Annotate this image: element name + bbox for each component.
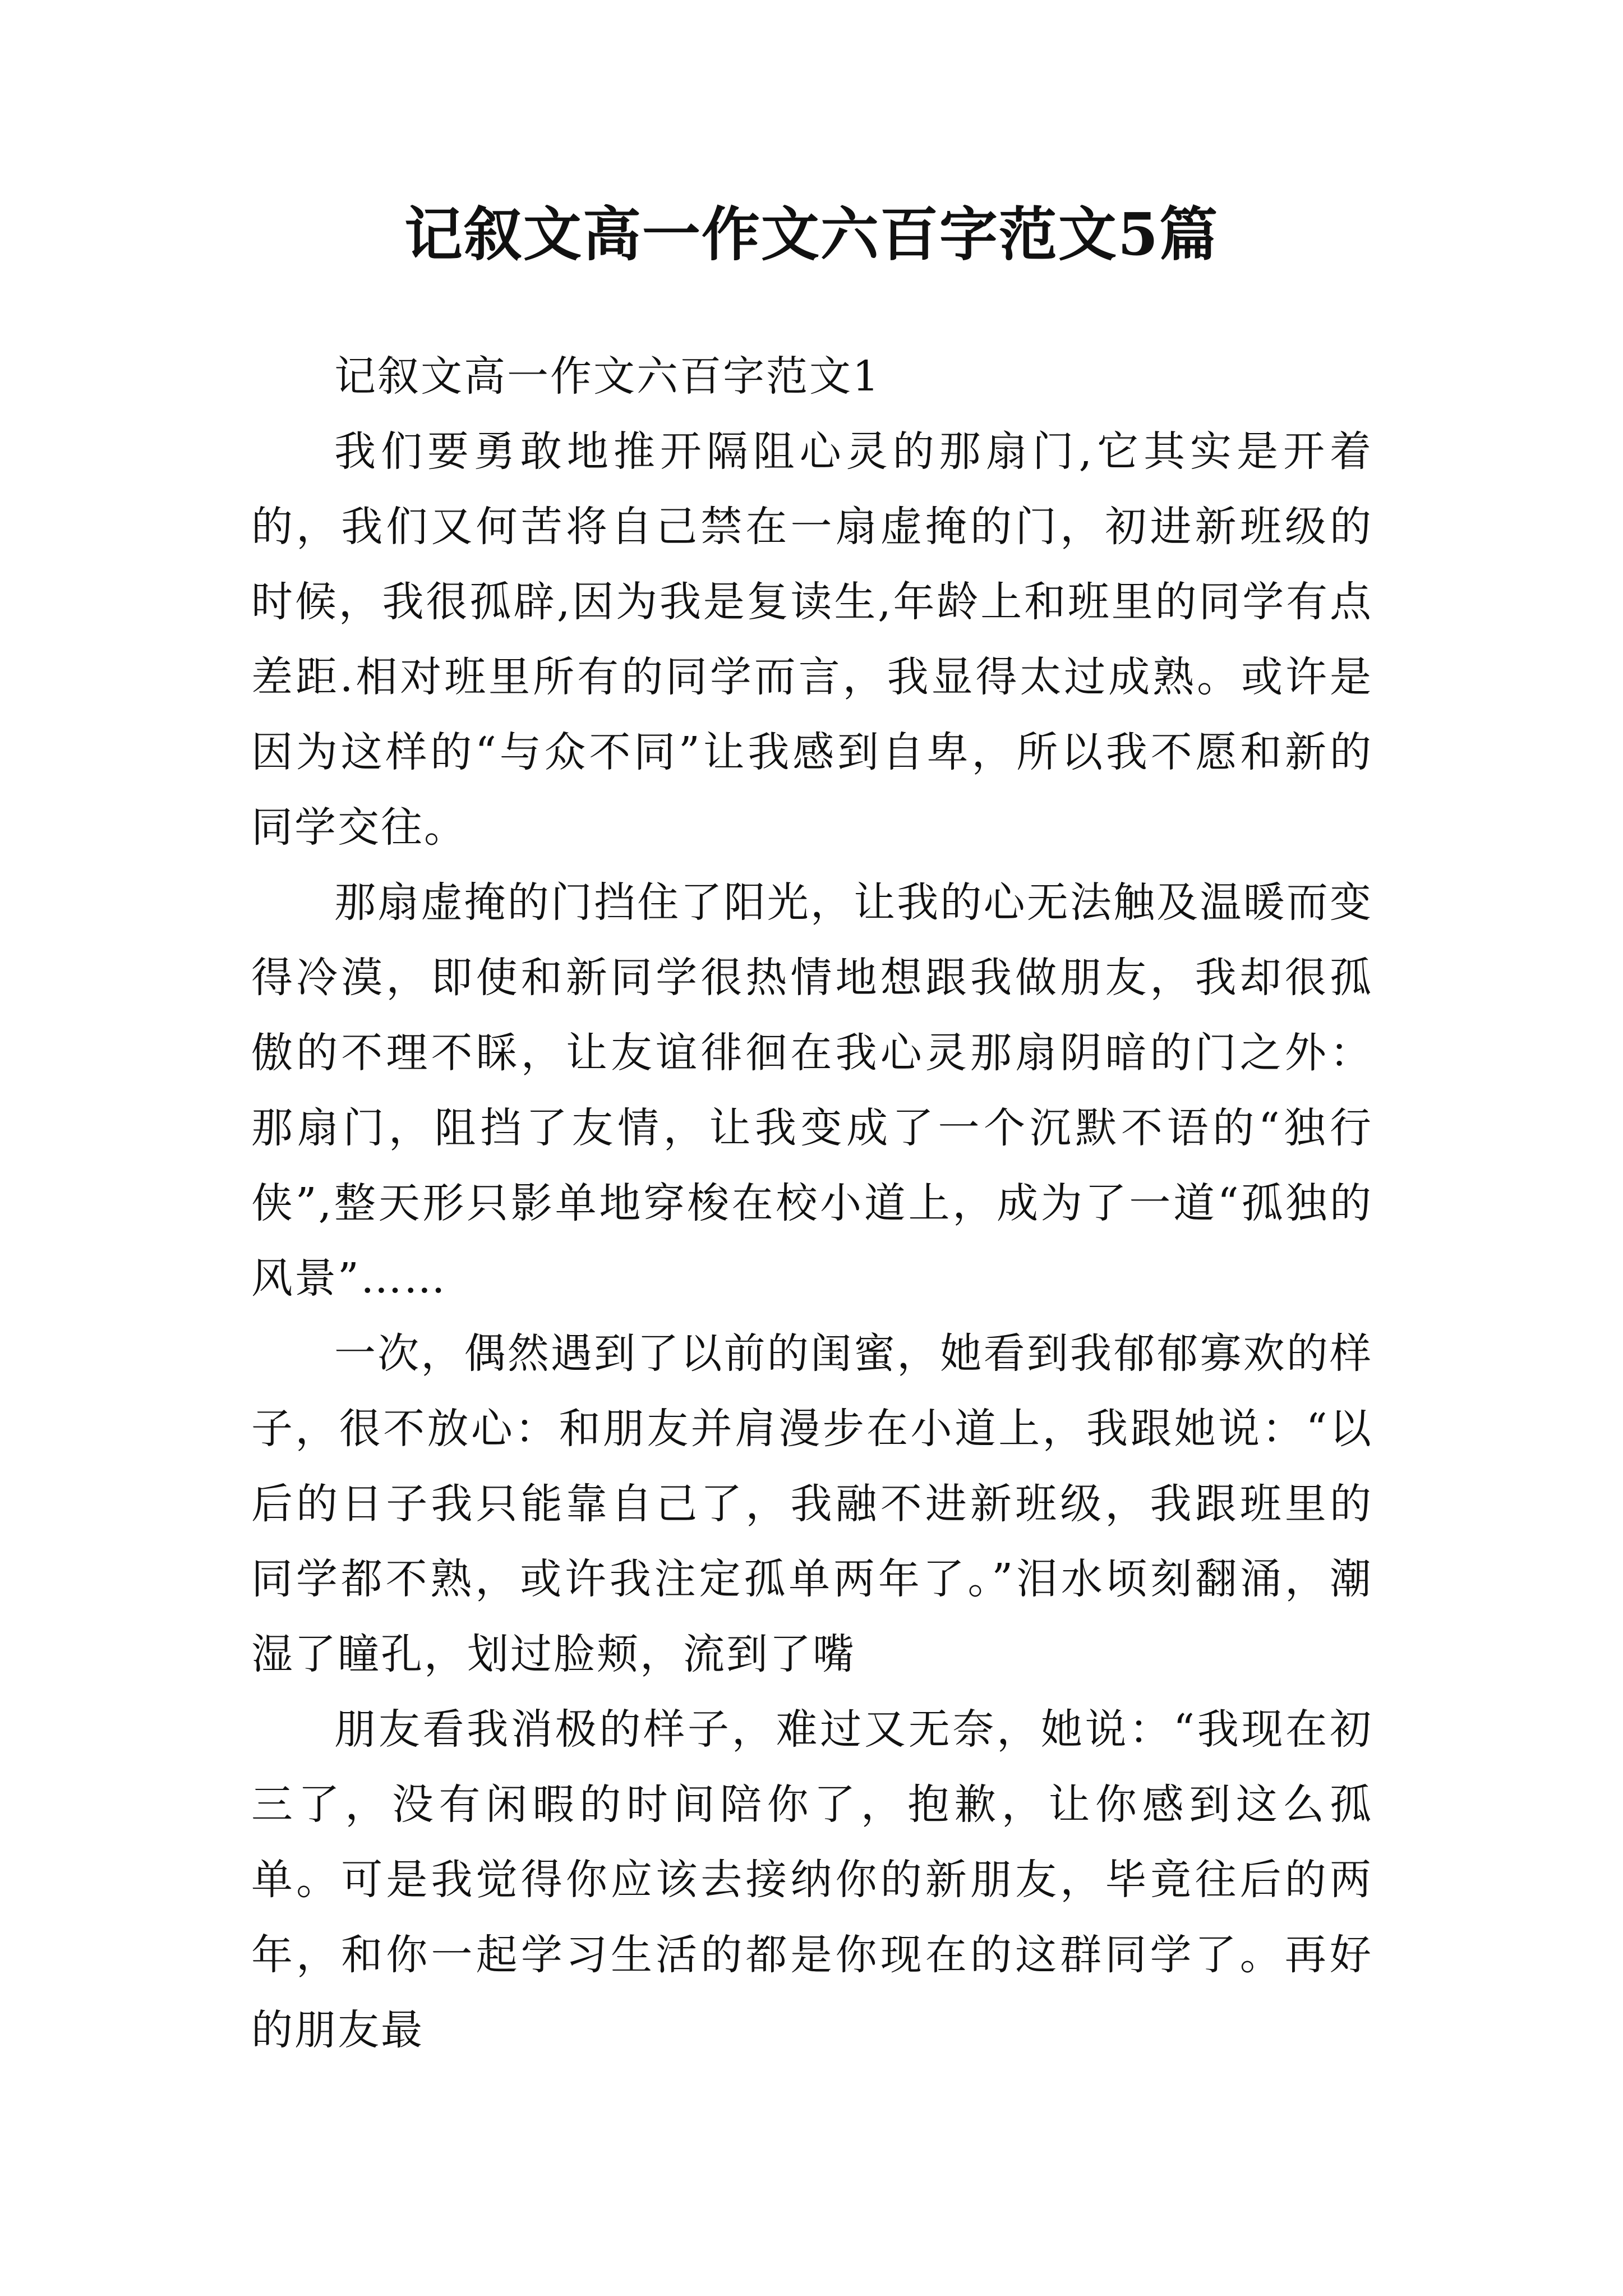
paragraph-1: 我们要勇敢地推开隔阻心灵的那扇门,它其实是开着的，我们又何苦将自己禁在一扇虚掩的门，初进新班级的时候，我很孤辟,因为我是复读生,年龄上和班里的同学有点差距.相对班里所有的同学而言，我显得太过成熟。或许是因为这样的“与众不同”让我感到自卑，所以我不愿和新的同学交往。 — [251, 427, 1373, 852]
paragraph-4: 朋友看我消极的样子，难过又无奈，她说：“我现在初三了，没有闲暇的时间陪你了，抱歉，让你感到这么孤单。可是我觉得你应该去接纳你的新朋友，毕竟往后的两年，和你一起学习生活的都是你现在的这群同学了。再好的朋友最 — [251, 1705, 1373, 2054]
paragraph-3: 一次，偶然遇到了以前的闺蜜，她看到我郁郁寡欢的样子，很不放心：和朋友并肩漫步在小道上，我跟她说：“以后的日子我只能靠自己了，我融不进新班级，我跟班里的同学都不熟，或许我注定孤单两年了。”泪水顷刻翻涌，潮湿了瞳孔，划过脸颊，流到了嘴 — [251, 1329, 1373, 1678]
document-body — [251, 339, 1373, 2068]
document-title: 记叙文高一作文六百字范文5篇 — [404, 200, 1219, 269]
paragraph-2: 那扇虚掩的门挡住了阳光，让我的心无法触及温暖而变得冷漠，即使和新同学很热情地想跟我做朋友，我却很孤傲的不理不睬，让友谊徘徊在我心灵那扇阴暗的门之外：那扇门，阻挡了友情，让我变成了一个沉默不语的“独行侠”,整天形只影单地穿梭在校小道上，成为了一道“孤独的风景”…… — [251, 878, 1373, 1303]
section-heading: 记叙文高一作文六百字范文1 — [334, 352, 881, 401]
